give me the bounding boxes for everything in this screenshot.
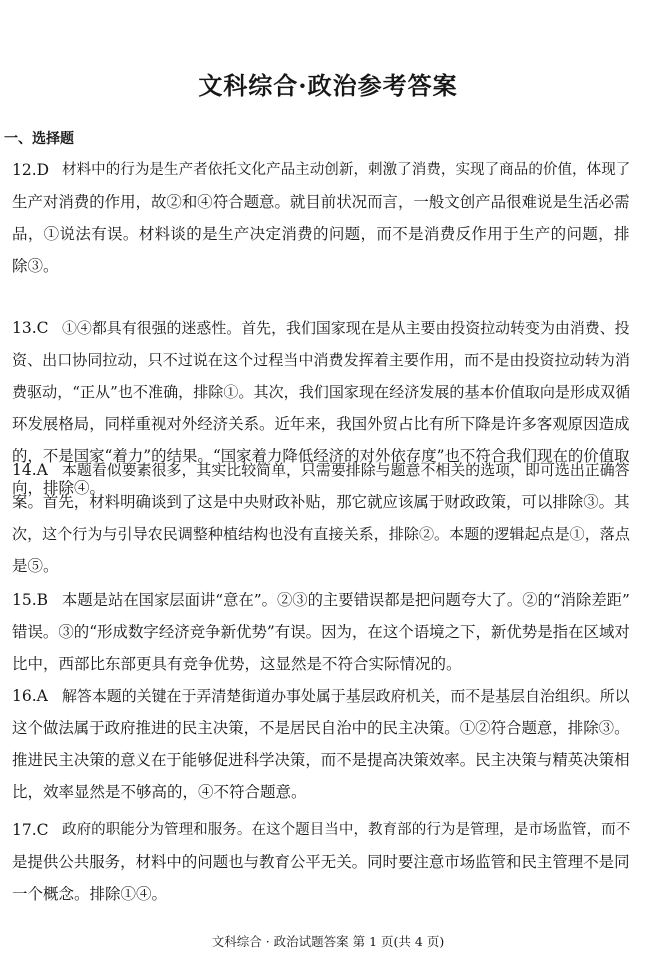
answer-text-line: ①④都具有很强的迷惑性。首先，我们国家现在是从主要由投资拉动转变为由消费、投 xyxy=(62,319,630,337)
answer-text-line: 比中，西部比东部更具有竞争优势，这显然是不符合实际情况的。 xyxy=(12,655,462,673)
answer-text-line: 品，①说法有误。材料谈的是生产决定消费的问题，而不是消费反作用于生产的问题，排 xyxy=(12,225,630,243)
answer-text-line: 除③。 xyxy=(12,257,59,275)
page-footer: 文科综合 · 政治试题答案 第 1 页(共 4 页) xyxy=(211,934,445,949)
answer-number: 17.C xyxy=(12,821,49,839)
answer-text-line: 次，这个行为与引导农民调整种植结构也没有直接关系，排除②。本题的逻辑起点是①，落点 xyxy=(12,525,630,543)
answer-text-line: 比，效率显然是不够高的，④不符合题意。 xyxy=(12,783,307,801)
answer-number: 16.A xyxy=(12,687,48,705)
answer-text-line: 环发展格局，同样重视对外经济关系。近年来，我国外贸占比有所下降是许多客观原因造成 xyxy=(12,415,630,433)
answer-text-line: 资、出口协同拉动，只不过说在这个过程当中消费发挥着主要作用，而不是由投资拉动转为消 xyxy=(12,351,630,369)
answer-text-line: 案。首先，材料明确谈到了这是中央财政补贴，那它就应该属于财政政策，可以排除③。其 xyxy=(12,493,630,511)
answer-text-line: 这个做法属于政府推进的民主决策，不是居民自治中的民主决策。①②符合题意，排除③。 xyxy=(12,719,630,737)
answer-text-line: 推进民主决策的意义在于能够促进科学决策，而不是提高决策效率。民主决策与精英决策相 xyxy=(12,751,630,769)
answer-text-line: 是⑤。 xyxy=(12,557,59,575)
answer-number: 14.A xyxy=(12,461,48,479)
answer-text-line: 解答本题的关键在于弄清楚街道办事处属于基层政府机关，而不是基层自治组织。所以 xyxy=(62,687,630,705)
answer-number: 13.C xyxy=(12,319,49,337)
page-title: 文科综合·政治参考答案 xyxy=(198,71,458,100)
answer-text-line: 费驱动，“正从”也不准确，排除①。其次，我们国家现在经济发展的基本价值取向是形成双循 xyxy=(12,383,631,401)
answer-text-line: 生产对消费的作用，故②和④符合题意。就目前状况而言，一般文创产品很难说是生活必需 xyxy=(12,193,630,211)
answer-text-line: 本题看似要素很多，其实比较简单，只需要排除与题意不相关的选项，即可选出正确答 xyxy=(62,461,630,479)
section-heading: 一、选择题 xyxy=(4,131,74,147)
answer-text-line: 政府的职能分为管理和服务。在这个题目当中，教育部的行为是管理，是市场监管，而不 xyxy=(62,821,631,838)
answer-text-line: 材料中的行为是生产者依托文化产品主动创新，刺激了消费，实现了商品的价值，体现了 xyxy=(62,161,631,178)
answer-text-line: 的，不是国家“着力”的结果。“国家着力降低经济的对外依存度”也不符合我们现在的价值取 xyxy=(12,447,630,465)
answer-text-line: 错误。③的“形成数字经济竞争新优势”有误。因为，在这个语境之下，新优势是指在区域对 xyxy=(12,623,630,641)
answer-text-line: 本题是站在国家层面讲“意在”。②③的主要错误都是把问题夸大了。②的“消除差距” xyxy=(62,591,630,609)
answer-text-line: 一个概念。排除①④。 xyxy=(12,885,168,903)
answer-text-line: 向，排除④。 xyxy=(12,479,106,497)
answer-number: 12.D xyxy=(12,161,50,179)
answer-number: 15.B xyxy=(12,591,49,609)
answer-text-line: 是提供公共服务，材料中的问题也与教育公平无关。同时要注意市场监管和民主管理不是同 xyxy=(12,853,630,871)
